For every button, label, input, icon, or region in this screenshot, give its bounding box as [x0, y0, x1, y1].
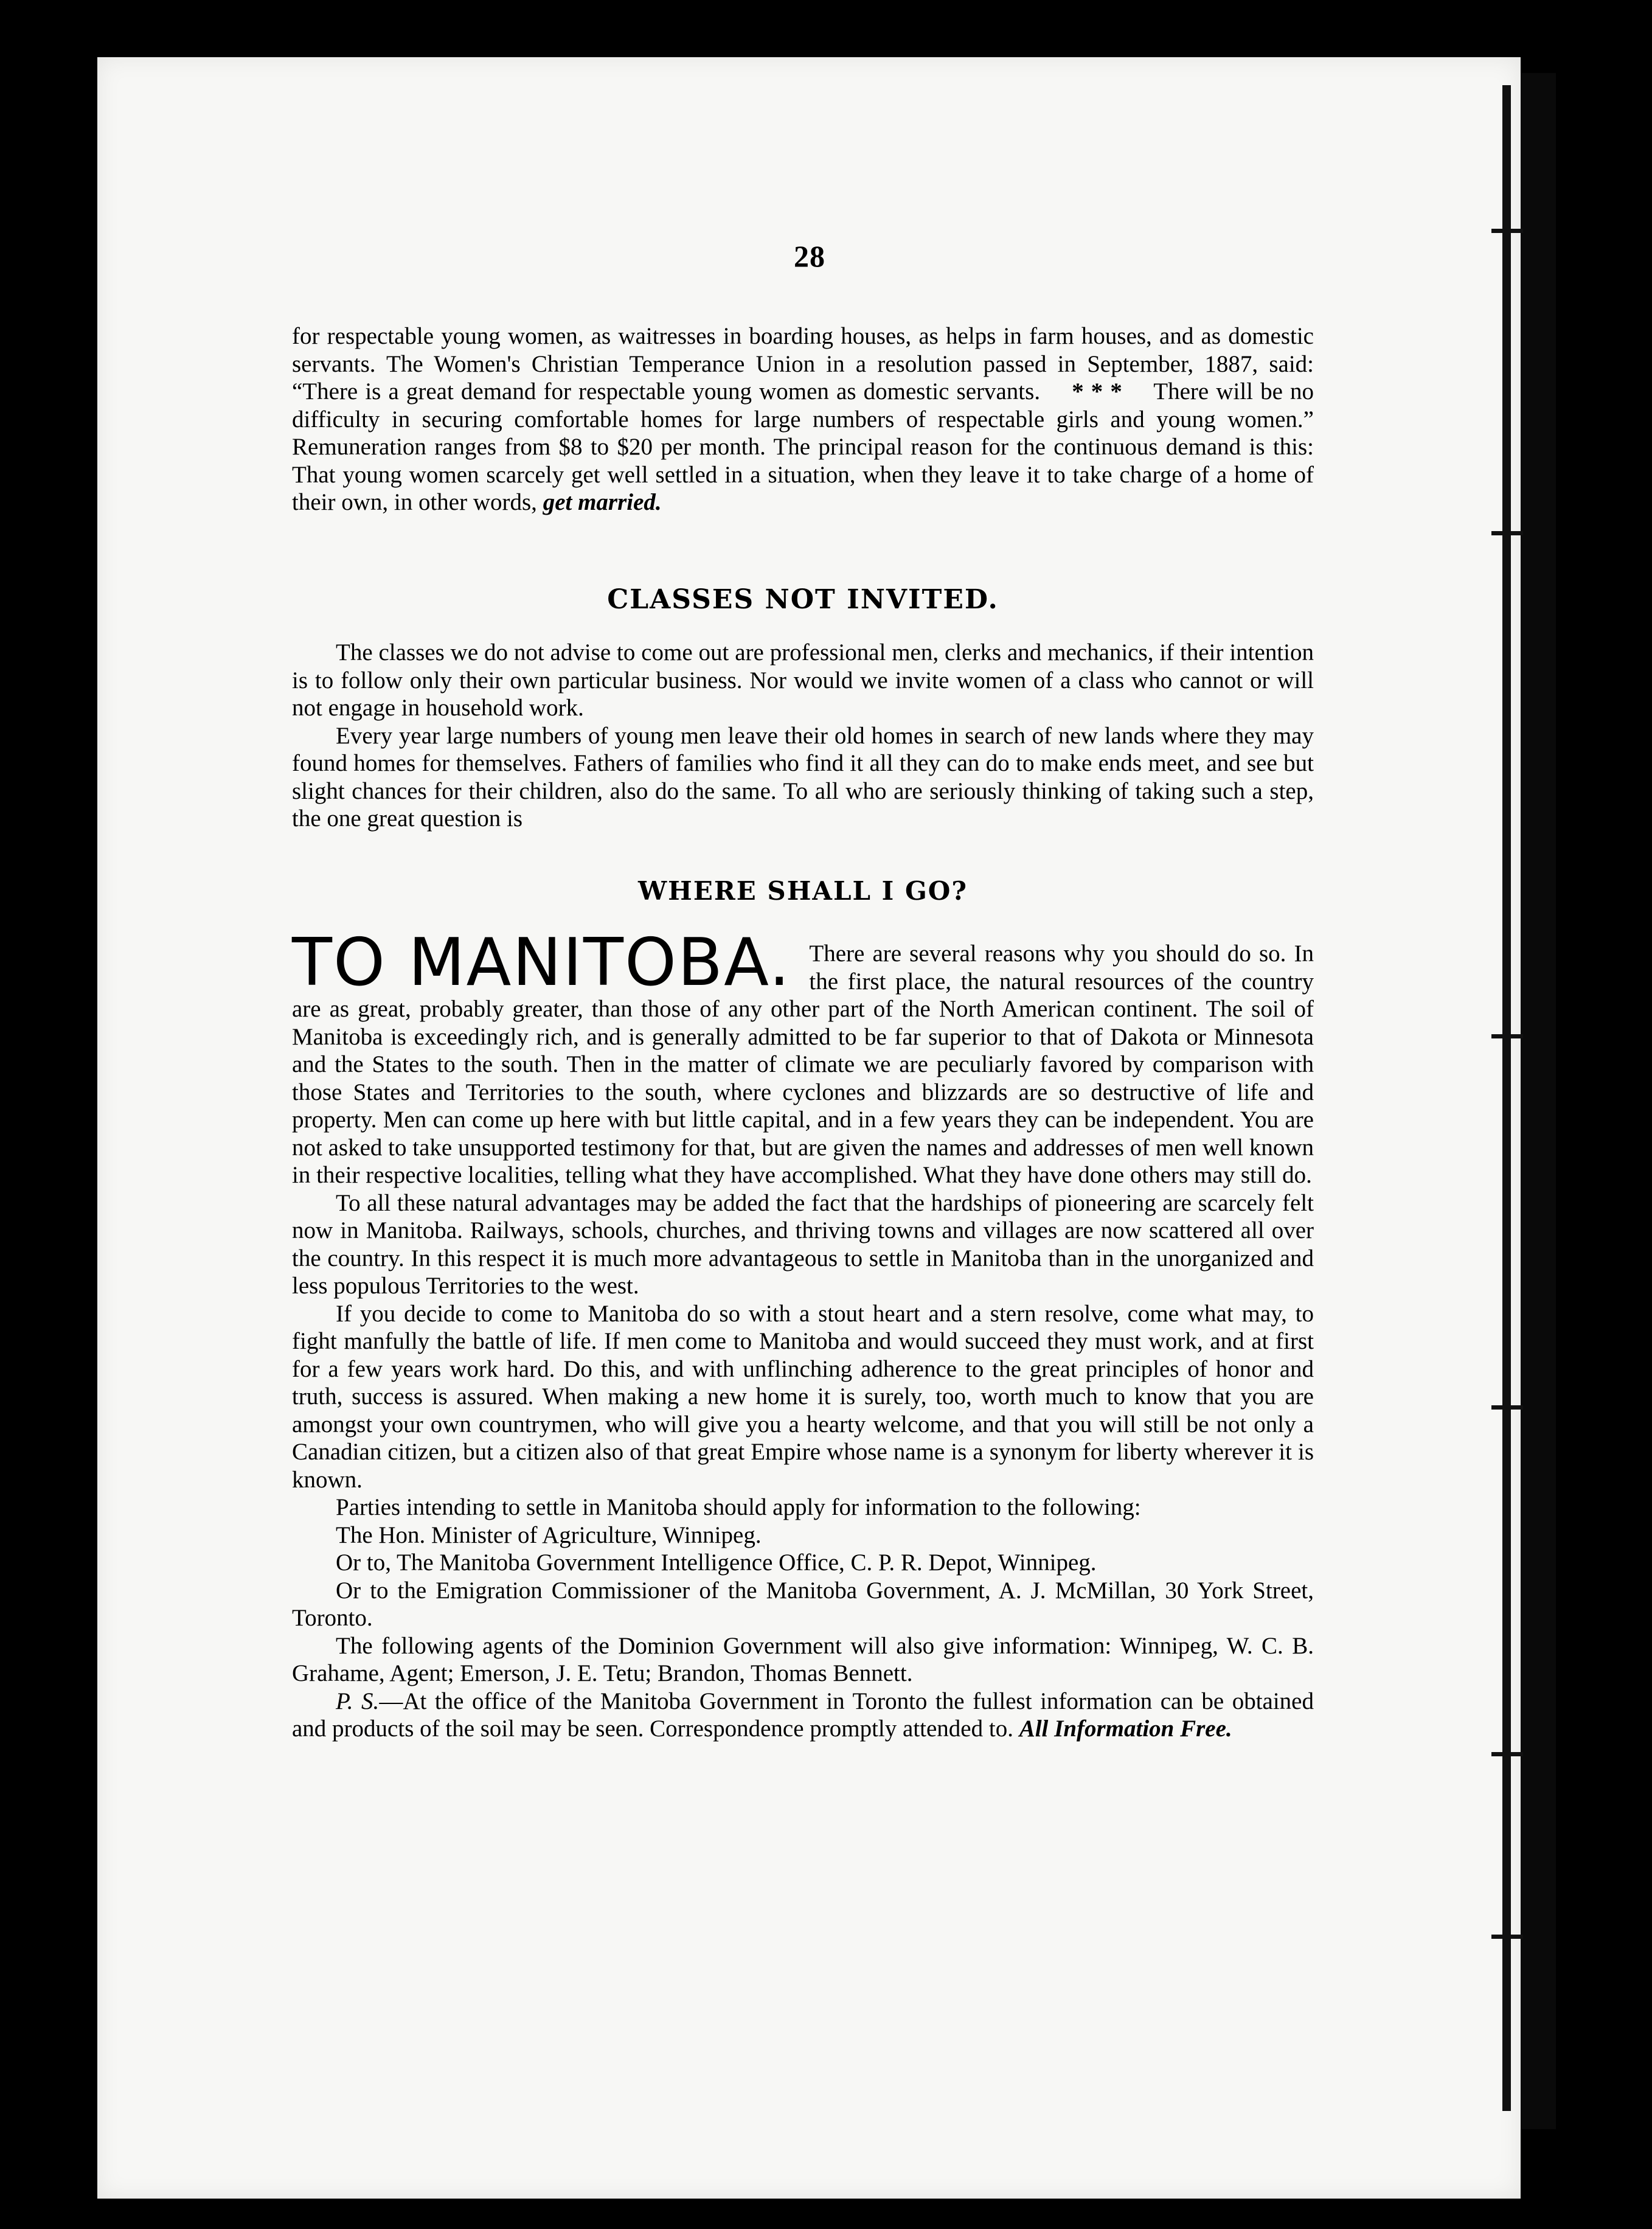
contact-3: Or to the Emigration Commissioner of the Manitoba Government, A. J. McMillan, 30 York Street, Toronto.	[292, 1577, 1314, 1631]
classes-section	[292, 639, 1314, 833]
contact-4: The following agents of the Dominion Government will also give information: Winnipeg, W. C. B. Grahame, Agent; Emerson, J. E. Tetu; Brandon, Thomas Bennett.	[292, 1632, 1314, 1686]
manitoba-section	[292, 925, 1314, 1743]
manitoba-paragraph-1: There are several reasons why you should do so. In the first place, the natural resources of the country are as great, probably greater, than those of any other part of the North American continent. The soil of Manitoba is exceedingly rich, and is generally admitted to be far superior to that of Dakota or Minnesota and the States to the south. Then in the matter of climate we are peculiarly favored by comparison with those States and Territories to the south, where cyclones and blizzards are so destructive of life and property. Men can come up here with but little capital, and in a few years they can be independent. You are not asked to take unsupported testimony for that, but are given the names and addresses of men well known in their respective localities, telling what they have accomplished. What they have done others may still do.	[292, 941, 1314, 1188]
manitoba-paragraph-3: If you decide to come to Manitoba do so with a stout heart and a stern resolve, come what may, to fight manfully the battle of life. If men come to Manitoba and would succeed they must work, and at first for a few years work hard. Do this, and with unflinching adherence to the great principles of honor and truth, success is assured. When making a new home it is surely, too, worth much to know that you are amongst your own countrymen, who will give you a hearty welcome, and that you will still be not only a Canadian citizen, but a citizen also of that great Empire whose name is a synonym for liberty wherever it is known.	[292, 1300, 1314, 1493]
page-number: 28	[794, 239, 825, 273]
page-spine-line	[1502, 85, 1511, 2111]
heading-classes-not-invited: CLASSES NOT INVITED.	[607, 584, 999, 615]
intro-text-b: There will be no difficulty in securing comfortable homes for large numbers of respectable girls and young women.” Remuneration ranges from $8 to $20 per month. The principal reason for the continuous demand is this: That young women scarcely get well settled in a situation, when they leave it to take charge of a home of their own, in other words,	[292, 378, 1314, 515]
binding-tick	[1491, 1405, 1523, 1410]
contact-1: The Hon. Minister of Agriculture, Winnipeg.	[336, 1521, 762, 1548]
classes-paragraph-2: Every year large numbers of young men leave their old homes in search of new lands where they may found homes for themselves. Fathers of families who find it all they can do to make ends meet, and see but slight chances for their children, also do the same. To all who are seriously thinking of taking such a step, the one great question is	[292, 722, 1314, 832]
ps-text: —At the office of the Manitoba Government in Toronto the fullest information can be obtained and products of the soil may be seen. Correspondence promptly attended to.	[292, 1688, 1314, 1742]
manitoba-paragraph-2: To all these natural advantages may be added the fact that the hardships of pioneering are scarcely felt now in Manitoba. Railways, schools, churches, and thriving towns and villages are now scattered all over the country. In this respect it is much more advantageous to settle in Manitoba than in the unorganized and less populous Territories to the west.	[292, 1189, 1314, 1299]
postscript	[292, 1688, 1314, 1743]
binding-tick	[1491, 531, 1523, 535]
intro-paragraph	[292, 322, 1314, 516]
intro-text-c: get married.	[543, 489, 662, 515]
classes-paragraph-1: The classes we do not advise to come out are professional men, clerks and mechanics, if their intention is to follow only their own particular business. Nor would we invite women of a class who cannot or will not engage in household work.	[292, 639, 1314, 721]
binding-tick	[1491, 1935, 1523, 1939]
manitoba-paragraph-4: Parties intending to settle in Manitoba should apply for information to the following:	[336, 1494, 1141, 1520]
heading-where-shall-i-go: WHERE SHALL I GO?	[637, 876, 968, 906]
binding-tick	[1491, 1752, 1523, 1756]
intro-text-a: for respectable young women, as waitresses in boarding houses, as helps in farm houses, and as domestic servants. The Women's Christian Temperance Union in a resolution passed in September, 1887, said: “There is a great demand for respectable young women as domestic servants.	[292, 323, 1314, 405]
ps-free: All Information Free.	[1019, 1716, 1232, 1742]
binding-tick	[1491, 229, 1523, 233]
binding-tick	[1491, 1034, 1523, 1038]
to-manitoba-title: TO MANITOBA.	[292, 925, 791, 1001]
contact-2: Or to, The Manitoba Government Intelligence Office, C. P. R. Depot, Winnipeg.	[336, 1549, 1097, 1576]
intro-stars: * * *	[1072, 378, 1122, 405]
ps-label: P. S.	[336, 1688, 380, 1714]
binding-edge	[1518, 73, 1556, 2129]
